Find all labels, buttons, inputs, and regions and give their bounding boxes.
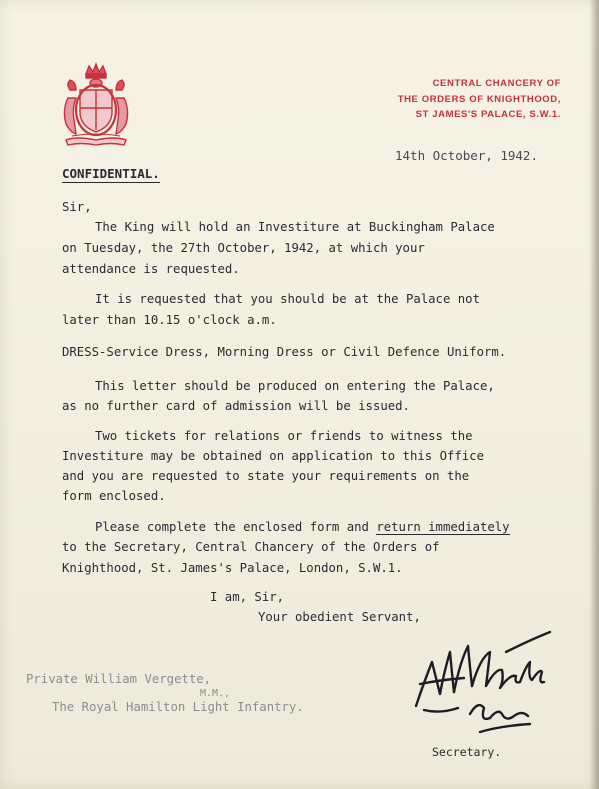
body-line: attendance is requested. (62, 262, 240, 276)
return-immediately-emphasis: return immediately (376, 520, 510, 534)
letterhead-line-1: CENTRAL CHANCERY OF (432, 78, 561, 89)
royal-coat-of-arms-icon (56, 60, 136, 148)
confidential-heading: CONFIDENTIAL. (62, 166, 160, 181)
signatory-title: Secretary. (432, 745, 502, 759)
body-line: Knighthood, St. James's Palace, London, S.W.1. (62, 561, 403, 575)
body-line: Two tickets for relations or friends to witness the (95, 429, 473, 443)
body-line: to the Secretary, Central Chancery of the Orders of (62, 540, 440, 554)
body-line: later than 10.15 o'clock a.m. (62, 313, 277, 327)
dress-instructions: DRESS-Service Dress, Morning Dress or Civil Defence Uniform. (62, 345, 507, 359)
body-line: This letter should be produced on entering the Palace, (95, 379, 495, 393)
body-line: on Tuesday, the 27th October, 1942, at which your (62, 241, 425, 255)
body-line: The King will hold an Investiture at Buckingham Palace (95, 220, 495, 234)
letterhead-address (301, 76, 561, 123)
page-edge-shadow (589, 0, 599, 789)
body-line: It is requested that you should be at the Palace not (95, 292, 480, 306)
handwritten-signature-icon (410, 622, 558, 746)
recipient-honours: M.M., (200, 688, 231, 699)
closing-valediction: Your obedient Servant, (258, 610, 421, 624)
body-text: Please complete the enclosed form and (95, 520, 377, 534)
salutation: Sir, (62, 200, 92, 214)
recipient-name: Private William Vergette, (26, 672, 212, 686)
body-line (95, 520, 510, 534)
body-line: as no further card of admission will be issued. (62, 399, 410, 413)
letter-date: 14th October, 1942. (395, 148, 538, 163)
body-line: Investiture may be obtained on application to this Office (62, 449, 484, 463)
letterhead-line-3: ST JAMES'S PALACE, S.W.1. (415, 109, 561, 120)
closing-line: I am, Sir, (210, 590, 285, 604)
letterhead-line-2: THE ORDERS OF KNIGHTHOOD, (397, 93, 561, 105)
body-line: form enclosed. (62, 489, 166, 503)
recipient-unit: The Royal Hamilton Light Infantry. (52, 700, 304, 714)
body-line: and you are requested to state your requirements on the (62, 469, 470, 483)
